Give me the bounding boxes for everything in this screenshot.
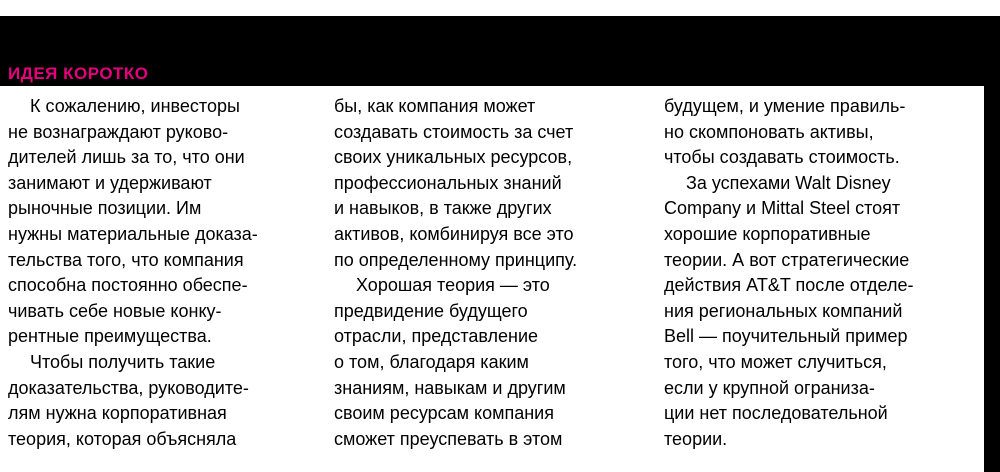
text-line: по определенному принципу. (334, 249, 578, 270)
text-line: лям нужна корпоративная (8, 403, 227, 424)
text-line: о том, благодаря каким (334, 351, 529, 372)
top-margin (0, 0, 1000, 16)
text-line: Чтобы получить такие (30, 351, 216, 372)
text-line: бы, как компания может (334, 96, 536, 116)
text-line: отрасли, представление (334, 326, 539, 347)
text-line: теории. А вот стратегические (664, 249, 910, 270)
text-line: тельства того, что компания (8, 249, 244, 270)
text-line: ции нет последовательной (664, 403, 888, 424)
text-line: нужны материальные доказа- (8, 223, 258, 244)
text-column-1 (8, 94, 310, 452)
text-line: и навыков, в также других (334, 198, 552, 219)
text-line: Хорошая теория — это (356, 275, 550, 296)
text-line: профессиональных знаний (334, 172, 562, 193)
text-line: доказательства, руководите- (8, 377, 249, 398)
text-line: чтобы создавать стоимость. (664, 147, 900, 168)
text-line: способна постоянно обеспе- (8, 275, 248, 296)
text-line: К сожалению, инвесторы (30, 96, 240, 116)
text-line: теория, которая объясняла (8, 428, 237, 449)
text-line: ния региональных компаний (664, 300, 903, 321)
text-line: создавать стоимость за счет (334, 121, 574, 142)
text-line: занимают и удерживают (8, 172, 212, 193)
text-line: но скомпоновать активы, (664, 121, 874, 142)
text-column-2 (334, 94, 636, 452)
header-band (0, 16, 1000, 86)
text-line: чивать себе новые конку- (8, 300, 222, 321)
section-title: ИДЕЯ КОРОТКО (8, 64, 149, 83)
text-line: Company и Mittal Steel стоят (664, 198, 901, 219)
text-line: своим ресурсам компания (334, 403, 554, 424)
text-line: предвидение будущего (334, 300, 528, 321)
text-line: сможет преуспевать в этом (334, 428, 563, 449)
text-line: действия AT&T после отделе- (664, 275, 914, 296)
text-line: хорошие корпоративные (664, 223, 871, 244)
right-edge-bar (984, 86, 1000, 472)
text-line: будущем, и умение правиль- (664, 96, 906, 116)
text-column-3 (664, 94, 966, 452)
text-line: своих уникальных ресурсов, (334, 147, 573, 168)
text-line: не вознаграждают руково- (8, 121, 229, 142)
text-line: дителей лишь за то, что они (8, 147, 245, 168)
text-line: рыночные позиции. Им (8, 198, 202, 219)
text-line: теории. (664, 428, 728, 449)
text-line: если у крупной огранизa- (664, 377, 875, 398)
text-line: рентные преимущества. (8, 326, 212, 347)
text-line: За успехами Walt Disney (686, 172, 891, 193)
text-line: Bell — поучительный пример (664, 326, 908, 347)
text-line: того, что может случиться, (664, 351, 887, 372)
text-line: активов, комбинируя все это (334, 223, 574, 244)
text-line: знаниям, навыкам и другим (334, 377, 566, 398)
